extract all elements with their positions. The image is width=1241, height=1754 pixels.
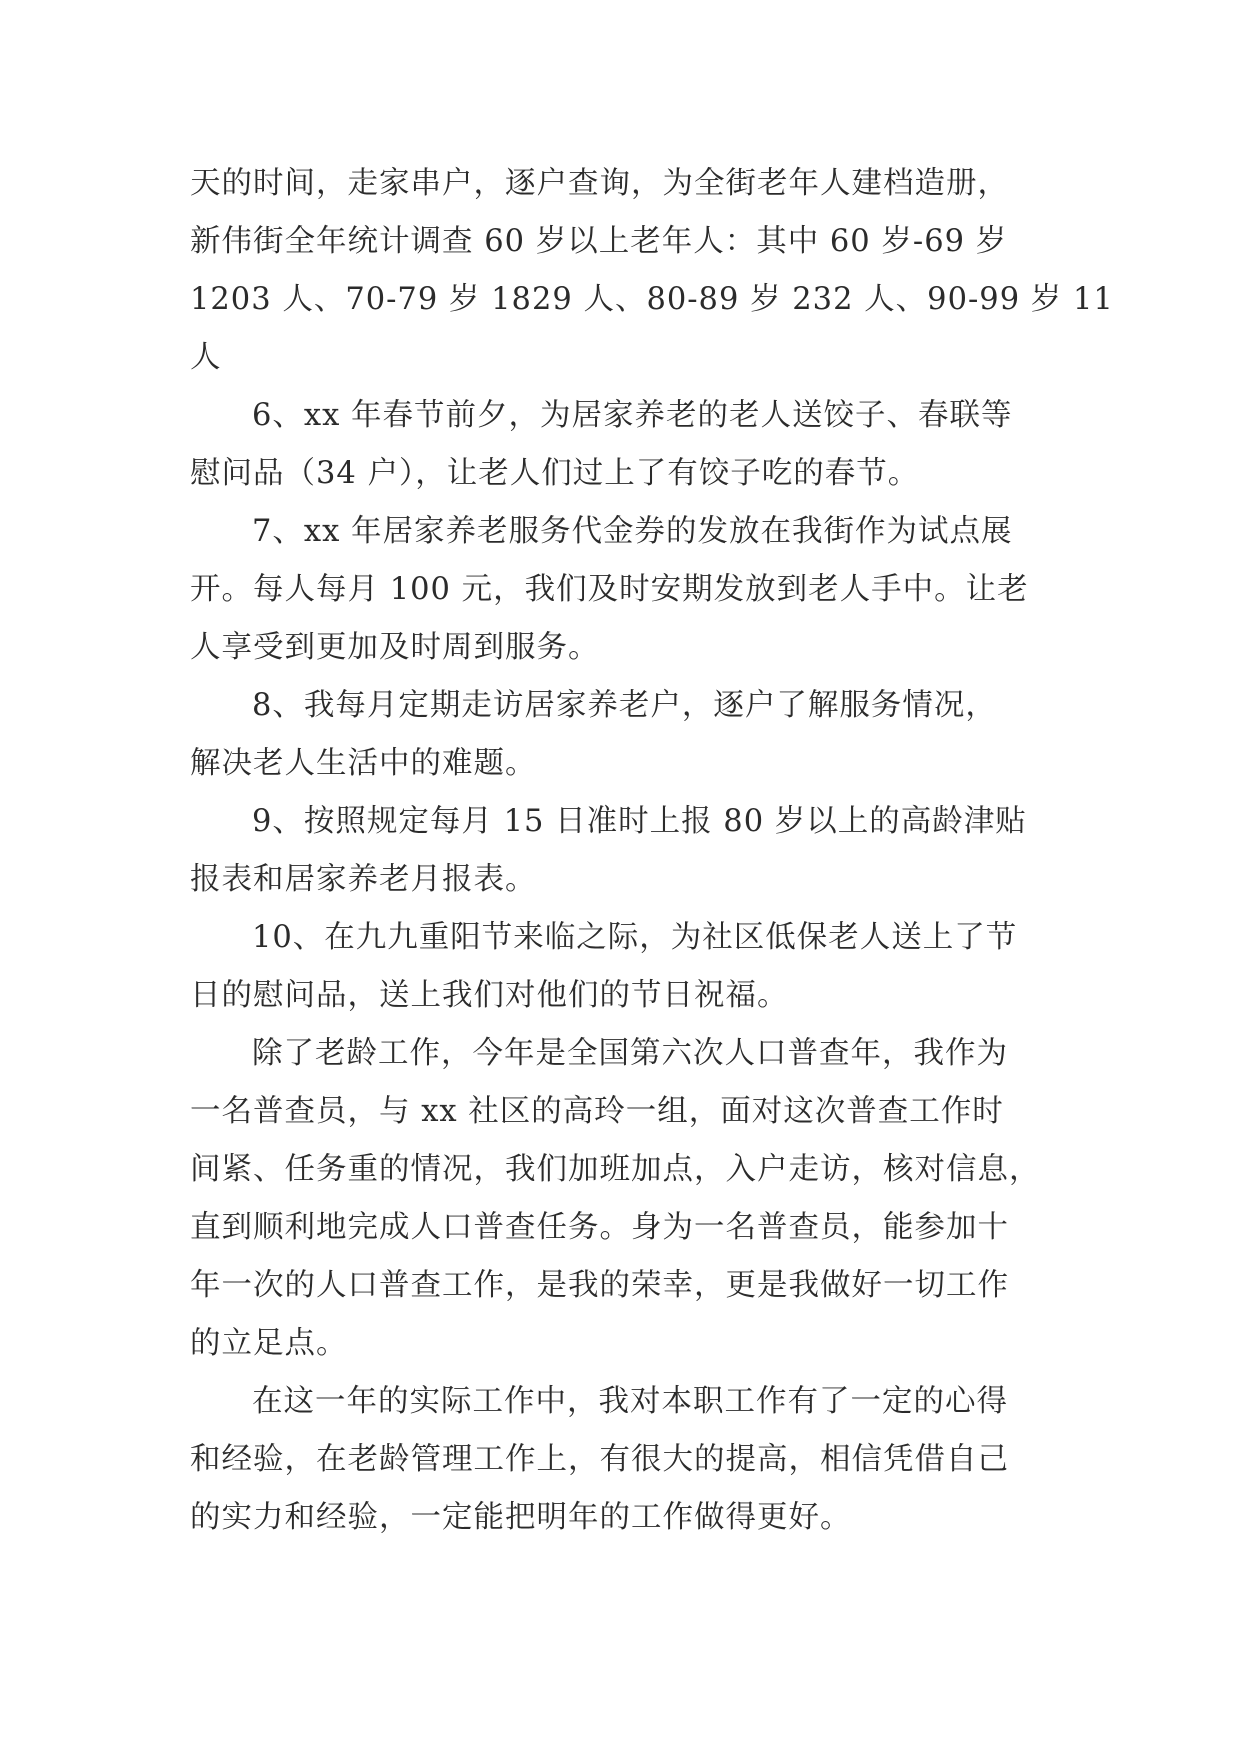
text-line: 天的时间，走家串户，逐户查询，为全街老年人建档造册， [190,166,1009,201]
text-line: 人享受到更加及时周到服务。 [190,630,600,665]
text-line: 开。每人每月 100 元，我们及时安期发放到老人手中。让老 [190,572,1029,607]
paragraph-conclusion [190,1373,1060,1547]
text-line: 的立足点。 [190,1326,348,1361]
text-line: 9、按照规定每月 15 日准时上报 80 岁以上的高龄津贴 [252,804,1027,839]
paragraph-item-8 [190,677,1060,793]
text-line: 人 [190,340,222,375]
text-line: 年一次的人口普查工作，是我的荣幸，更是我做好一切工作 [190,1268,1009,1303]
paragraph-item-10 [190,909,1060,1025]
paragraph-item-9 [190,793,1060,909]
paragraph-item-7 [190,503,1060,677]
text-line: 慰问品（34 户），让老人们过上了有饺子吃的春节。 [190,456,920,491]
document-body [190,155,1114,1547]
text-line: 报表和居家养老月报表。 [190,862,537,897]
text-line: 除了老龄工作，今年是全国第六次人口普查年，我作为 [252,1036,1008,1071]
text-line: 解决老人生活中的难题。 [190,746,537,781]
paragraph-elderly-statistics [190,155,1114,387]
text-line: 6、xx 年春节前夕，为居家养老的老人送饺子、春联等 [252,398,1013,433]
text-line: 8、我每月定期走访居家养老户，逐户了解服务情况， [252,688,997,723]
text-line: 间紧、任务重的情况，我们加班加点，入户走访，核对信息， [190,1152,1041,1187]
text-line: 一名普查员，与 xx 社区的高玲一组，面对这次普查工作时 [190,1094,1004,1129]
text-line: 10、在九九重阳节来临之际，为社区低保老人送上了节 [252,920,1018,955]
text-line: 的实力和经验，一定能把明年的工作做得更好。 [190,1500,852,1535]
text-line: 日的慰问品，送上我们对他们的节日祝福。 [190,978,789,1013]
text-line: 新伟街全年统计调查 60 岁以上老年人：其中 60 岁-69 岁 [190,224,1008,259]
text-line: 7、xx 年居家养老服务代金券的发放在我街作为试点展 [252,514,1013,549]
text-line: 直到顺利地完成人口普查任务。身为一名普查员，能参加十 [190,1210,1009,1245]
text-line: 和经验，在老龄管理工作上，有很大的提高，相信凭借自己 [190,1442,1009,1477]
text-line: 在这一年的实际工作中，我对本职工作有了一定的心得 [252,1384,1008,1419]
text-line: 1203 人、70-79 岁 1829 人、80-89 岁 232 人、90-99 岁 11 [190,282,1114,317]
paragraph-census-work [190,1025,1060,1373]
paragraph-item-6 [190,387,1060,503]
